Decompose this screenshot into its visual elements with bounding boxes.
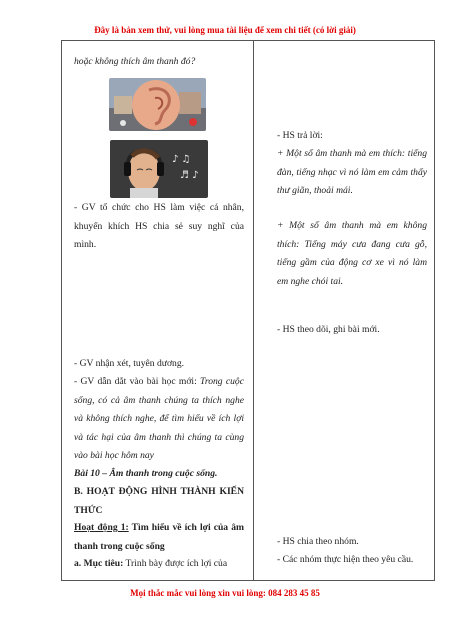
boy-headphones-image xyxy=(110,140,208,198)
activity-label: Hoạt động 1: xyxy=(74,522,129,533)
column-divider xyxy=(253,41,254,580)
objective-line xyxy=(74,555,244,574)
groups-perform-text: - Các nhóm thực hiện theo yêu cầu. xyxy=(277,554,414,565)
svg-text:♬ ♪: ♬ ♪ xyxy=(180,170,199,181)
objective-text: Trình bày được ích lợi của xyxy=(123,558,228,569)
gv-praise-text: - GV nhận xét, tuyên dương. xyxy=(74,358,185,369)
like-sounds-text: + Một số âm thanh mà em thích: tiếng đàn, tiếng nhạc vì nó làm em cảm thấy thư giãn, thoải mái. xyxy=(277,148,427,196)
lesson-table xyxy=(61,40,435,581)
header-watermark-banner: Đây là bản xem thử, vui lòng mua tài liệu để xem chi tiết (có lời giải) xyxy=(94,25,356,35)
activity-text: Tìm hiểu về ích lợi của âm thanh trong cuộc sống xyxy=(74,522,244,552)
gv-organize-text: - GV tổ chức cho HS làm việc cá nhân, khuyến khích HS chia sẻ suy nghĩ của mình. xyxy=(74,202,244,250)
gv-lead-italic: Trong cuộc sống, có cả âm thanh chúng ta thích nghe và không thích nghe, để tìm hiểu về ích lợi và tác hại của âm thanh thì chúng ta cùng vào bài học hôm nay xyxy=(74,376,244,461)
svg-text:♪ ♫: ♪ ♫ xyxy=(172,154,191,165)
ear-sound-image xyxy=(109,78,206,131)
lesson-title: Bài 10 – Âm thanh trong cuộc sống. xyxy=(74,468,218,479)
section-b-heading: B. HOẠT ĐỘNG HÌNH THÀNH KIẾN THỨC xyxy=(74,486,244,516)
footer-contact-banner: Mọi thắc mắc vui lòng xin vui lòng: 084 283 45 85 xyxy=(130,588,320,598)
dislike-sounds-text: + Một số âm thanh mà em không thích: Tiếng máy cưa đang cưa gỗ, tiếng gầm của động cơ xe vì nó làm em nghe chói tai. xyxy=(277,220,427,287)
question-tail: hoặc không thích âm thanh đó? xyxy=(74,56,196,67)
hs-groups-text: - HS chia theo nhóm. xyxy=(277,536,359,547)
hs-follow-text: - HS theo dõi, ghi bài mới. xyxy=(277,324,380,335)
gv-lead-plain: - GV dẫn dắt vào bài học mới: xyxy=(74,376,201,387)
hs-answer: - HS trả lời: xyxy=(277,130,323,141)
activity-1-heading xyxy=(74,519,244,556)
gv-lead-paragraph xyxy=(74,373,244,466)
objective-label: a. Mục tiêu: xyxy=(74,558,124,569)
